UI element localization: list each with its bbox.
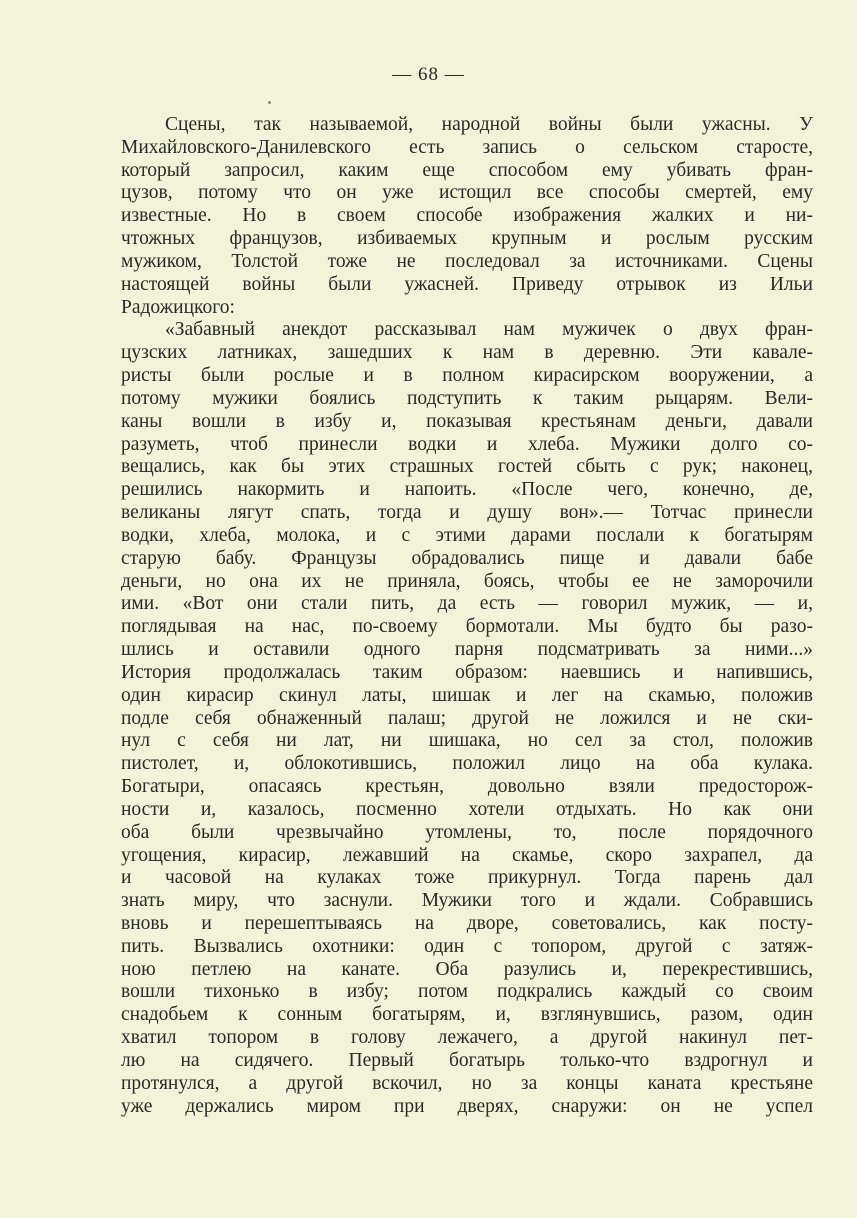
scan-speck [268, 101, 271, 104]
text-line: угощения, кирасир, лежавший на скамье, скоро захрапел, да [121, 844, 813, 866]
text-line: вещались, как бы этих страшных гостей сбыть с рук; наконец, [121, 456, 813, 478]
text-line: который запросил, каким еще способом ему убивать фран- [121, 159, 813, 181]
text-line: великаны лягут спать, тогда и душу вон».— Тотчас принесли [121, 502, 813, 524]
text-line: Михайловского-Данилевского есть запись о сельском старосте, [121, 136, 813, 158]
text-line: нул с себя ни лат, ни шишака, но сел за стол, положив [121, 730, 813, 752]
text-line: уже держались миром при дверях, снаружи: он не успел [121, 1095, 813, 1117]
text-line: снадобьем к сонным богатырям, и, взглянувшись, разом, один [121, 1004, 813, 1026]
text-line: цузских латниках, зашедших к нам в деревню. Эти кавале- [121, 342, 813, 364]
text-line: История продолжалась таким образом: наевшись и напившись, [121, 661, 813, 683]
text-line: ристы были рослые и в полном кирасирском вооружении, а [121, 365, 813, 387]
text-line: разуметь, чтоб принесли водки и хлеба. Мужики долго со- [121, 433, 813, 455]
text-line: настоящей войны были ужасней. Приведу отрывок из Ильи [121, 273, 813, 295]
text-line: знать миру, что заснули. Мужики того и ждали. Собравшись [121, 890, 813, 912]
text-line: протянулся, а другой вскочил, но за концы каната крестьяне [121, 1072, 813, 1094]
text-line: хватил топором в голову лежачего, а другой накинул пет- [121, 1027, 813, 1049]
text-line: шлись и оставили одного парня подсматривать за ними...» [121, 639, 813, 661]
text-line: один кирасир скинул латы, шишак и лег на скамью, положив [121, 684, 813, 706]
text-line: вновь и перешептываясь на дворе, советовались, как посту- [121, 912, 813, 934]
text-line: старую бабу. Французы обрадовались пище и давали бабе [121, 547, 813, 569]
text-line: Радожицкого: [121, 296, 235, 318]
text-line: пистолет, и, облокотившись, положил лицо на оба кулака. [121, 753, 813, 775]
text-line: и часовой на кулаках тоже прикурнул. Тогда парень дал [121, 867, 813, 889]
text-line: оба были чрезвычайно утомлены, то, после порядочного [121, 821, 813, 843]
text-line: Богатыри, опасаясь крестьян, довольно взяли предосторож- [121, 776, 813, 798]
text-line: мужиком, Толстой тоже не последовал за источниками. Сцены [121, 250, 813, 272]
text-line: вошли тихонько в избу; потом подкрались каждый со своим [121, 981, 813, 1003]
text-line: пить. Вызвались охотники: один с топором, другой с затяж- [121, 935, 813, 957]
page-number: — 68 — [392, 64, 465, 85]
text-line: ною петлею на канате. Оба разулись и, перекрестившись, [121, 958, 813, 980]
text-line: чтожных французов, избиваемых крупным и рослым русским [121, 228, 813, 250]
text-line: подле себя обнаженный палаш; другой не ложился и не ски- [121, 707, 813, 729]
text-line: водки, хлеба, молока, и с этими дарами послали к богатырям [121, 524, 813, 546]
text-line: известные. Но в своем способе изображения жалких и ни- [121, 205, 813, 227]
text-line: «Забавный анекдот рассказывал нам мужичек о двух фран- [165, 319, 813, 341]
body-text [121, 114, 813, 1118]
text-line: лю на сидячего. Первый богатырь только-что вздрогнул и [121, 1049, 813, 1071]
text-line: цузов, потому что он уже истощил все способы смертей, ему [121, 182, 813, 204]
text-line: ими. «Вот они стали пить, да есть — говорил мужик, — и, [121, 593, 813, 615]
text-line: потому мужики боялись подступить к таким рыцарям. Вели- [121, 387, 813, 409]
text-line: решились накормить и напоить. «После чего, конечно, де, [121, 479, 813, 501]
text-line: поглядывая на нас, по-своему бормотали. Мы будто бы разо- [121, 616, 813, 638]
text-line: деньги, но она их не приняла, боясь, чтобы ее не заморочили [121, 570, 813, 592]
text-line: Сцены, так называемой, народной войны были ужасны. У [165, 114, 813, 135]
text-line: ности и, казалось, посменно хотели отдыхать. Но как они [121, 798, 813, 820]
text-line: каны вошли в избу и, показывая крестьянам деньги, давали [121, 410, 813, 432]
